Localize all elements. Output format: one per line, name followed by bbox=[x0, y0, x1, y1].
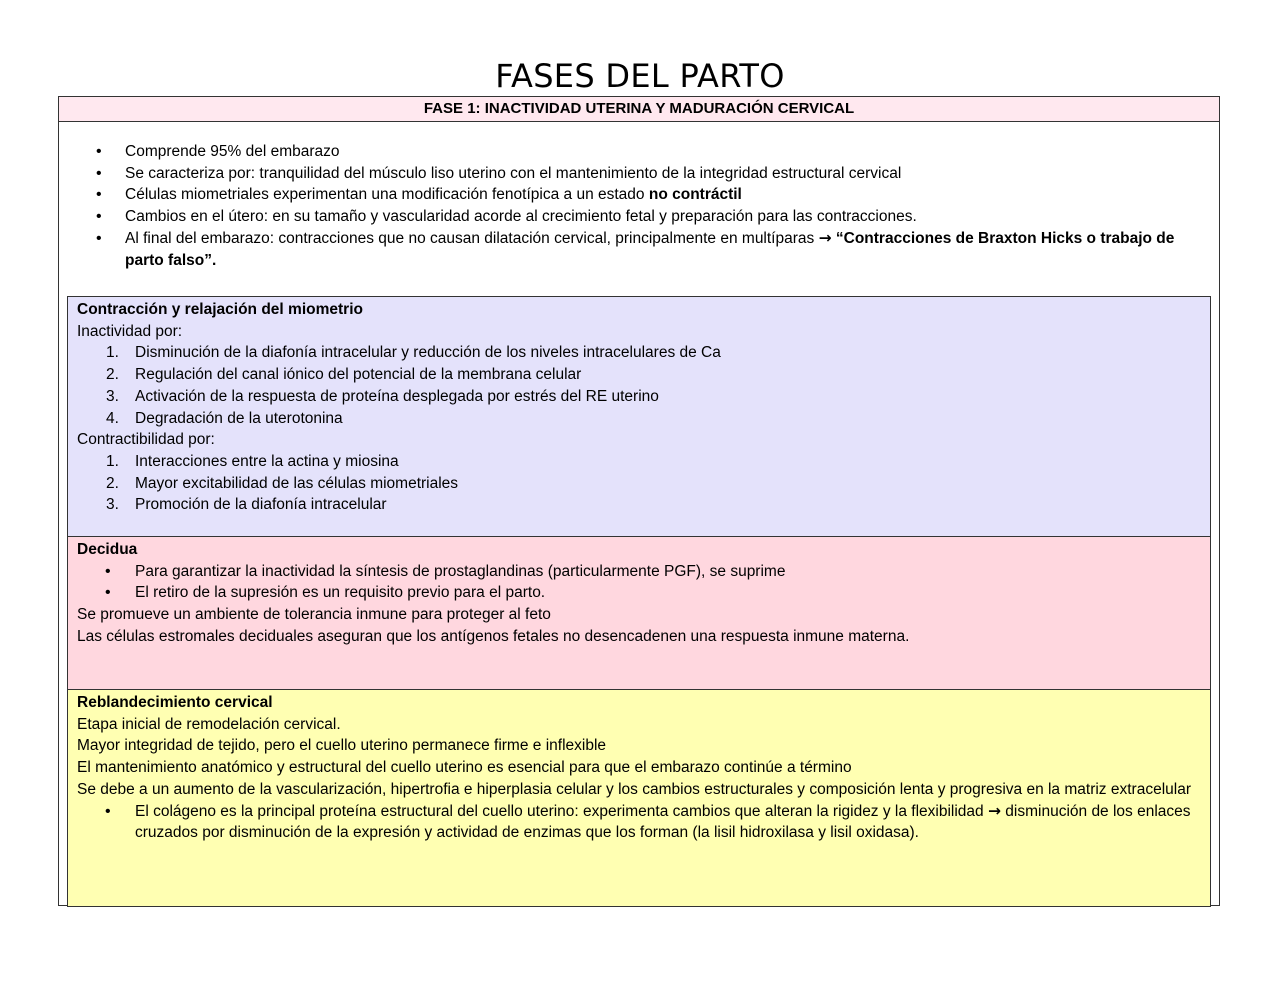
section-title: Reblandecimiento cervical bbox=[77, 694, 273, 711]
list-item-text: Promoción de la diafonía intracelular bbox=[135, 496, 387, 514]
cervix-text: Etapa inicial de remodelación cervical. bbox=[77, 715, 341, 733]
list-number: 4. bbox=[106, 409, 119, 427]
list-number: 3. bbox=[106, 496, 119, 514]
list-item-text: Regulación del canal iónico del potencial de la membrana celular bbox=[135, 366, 582, 384]
list-number: 2. bbox=[106, 366, 119, 384]
list-item bbox=[77, 561, 1201, 583]
list-item bbox=[77, 408, 1201, 430]
decidua-section bbox=[67, 536, 1211, 689]
list-item-text: Mayor excitabilidad de las células miometriales bbox=[135, 474, 459, 492]
list-item bbox=[77, 801, 1201, 844]
inactivity-label: Inactividad por: bbox=[77, 322, 183, 340]
inactivity-list bbox=[77, 342, 1201, 429]
section-title: Contracción y relajación del miometrio bbox=[77, 301, 363, 318]
intro-bullet-emphasis: no contráctil bbox=[648, 186, 742, 204]
list-item-text: Activación de la respuesta de proteína desplegada por estrés del RE uterino bbox=[135, 387, 659, 405]
list-item bbox=[77, 473, 1201, 495]
list-item bbox=[77, 342, 1201, 364]
intro-bullet-text: Comprende 95% del embarazo bbox=[125, 143, 340, 160]
myometrium-section bbox=[67, 296, 1211, 536]
phase-intro bbox=[59, 141, 1209, 271]
list-item-text: disminución de los enlaces cruzados por disminución de la expresión y actividad de enzimas que los forman (la lisil hidroxilasa y lisil oxidasa). bbox=[135, 802, 1191, 842]
arrow-right-icon: → bbox=[818, 228, 832, 247]
arrow-right-icon: → bbox=[987, 801, 1001, 820]
list-number: 3. bbox=[106, 387, 119, 405]
list-item-text: Degradación de la uterotonina bbox=[135, 409, 343, 427]
decidua-bullet-list bbox=[77, 561, 1201, 604]
list-item bbox=[59, 163, 1209, 185]
cervical-softening-section bbox=[67, 689, 1211, 907]
cervix-text: Se debe a un aumento de la vascularización, hipertrofia e hiperplasia celular y los cambios estructurales y composición lenta y progresiva en la matriz extracelular bbox=[77, 780, 1191, 798]
list-item bbox=[59, 228, 1209, 271]
list-item bbox=[77, 582, 1201, 604]
intro-bullet-text: Al final del embarazo: contracciones que no causan dilatación cervical, principalmente en multíparas bbox=[125, 229, 819, 247]
phase-table bbox=[58, 96, 1220, 906]
list-item-text: El retiro de la supresión es un requisito previo para el parto. bbox=[135, 584, 546, 602]
intro-bullet-text: Células miometriales experimentan una modificación fenotípica a un estado bbox=[125, 186, 649, 204]
list-item-text: El colágeno es la principal proteína estructural del cuello uterino: experimenta cambios que alteran la rigidez y la flexibilidad bbox=[135, 802, 988, 820]
decidua-text: Las células estromales deciduales aseguran que los antígenos fetales no desencadenen una respuesta inmune materna. bbox=[77, 627, 910, 645]
intro-bullet-text: Cambios en el útero: en su tamaño y vascularidad acorde al crecimiento fetal y preparación para las contracciones. bbox=[125, 208, 917, 226]
phase-header: FASE 1: INACTIVIDAD UTERINA Y MADURACIÓN CERVICAL bbox=[59, 97, 1219, 122]
cervix-text: Mayor integridad de tejido, pero el cuello uterino permanece firme e inflexible bbox=[77, 737, 607, 755]
list-item-text: Disminución de la diafonía intracelular y reducción de los niveles intracelulares de Ca bbox=[135, 344, 721, 362]
list-number: 2. bbox=[106, 474, 119, 492]
list-number: 1. bbox=[106, 452, 119, 470]
list-item bbox=[59, 141, 1209, 163]
list-item-text: Interacciones entre la actina y miosina bbox=[135, 452, 399, 470]
contractility-list bbox=[77, 451, 1201, 516]
intro-bullet-emphasis: “Contracciones de Braxton Hicks o trabajo de parto falso”. bbox=[125, 229, 1175, 269]
list-item-text: Para garantizar la inactividad la síntesis de prostaglandinas (particularmente PGF), se suprime bbox=[135, 562, 786, 580]
cervix-text: El mantenimiento anatómico y estructural del cuello uterino es esencial para que el embarazo continúe a término bbox=[77, 759, 852, 777]
list-item bbox=[59, 184, 1209, 206]
list-number: 1. bbox=[106, 344, 119, 362]
list-item bbox=[77, 451, 1201, 473]
decidua-text: Se promueve un ambiente de tolerancia inmune para proteger al feto bbox=[77, 606, 551, 624]
contractility-label: Contractibilidad por: bbox=[77, 431, 215, 449]
list-item bbox=[77, 386, 1201, 408]
cervix-bullet-list bbox=[77, 801, 1201, 844]
intro-bullet-list bbox=[59, 141, 1209, 271]
page-title: FASES DEL PARTO bbox=[495, 57, 785, 95]
intro-bullet-text: Se caracteriza por: tranquilidad del músculo liso uterino con el mantenimiento de la integridad estructural cervical bbox=[125, 164, 902, 182]
list-item bbox=[59, 206, 1209, 228]
section-title: Decidua bbox=[77, 541, 138, 558]
list-item bbox=[77, 494, 1201, 516]
list-item bbox=[77, 364, 1201, 386]
